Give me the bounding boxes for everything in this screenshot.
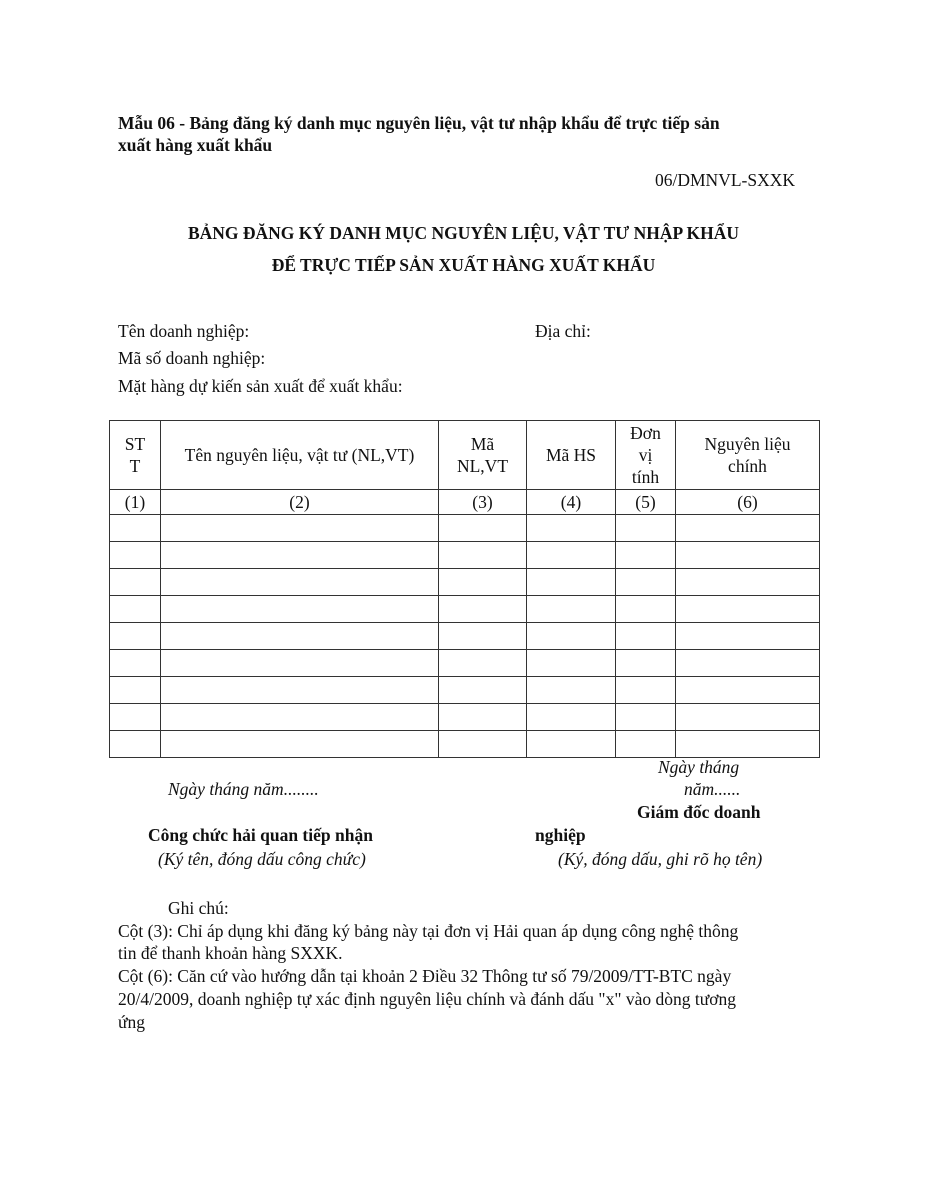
table-cell[interactable] (676, 650, 820, 677)
director-title-line-2: nghiệp (535, 825, 586, 845)
header-unit-line-2: vị (638, 445, 653, 465)
header-stt (110, 421, 161, 490)
table-row (110, 515, 820, 542)
table-body (110, 515, 820, 758)
table-cell[interactable] (110, 623, 161, 650)
header-material-code (439, 421, 527, 490)
column-number-row (110, 490, 820, 515)
table-cell[interactable] (527, 542, 616, 569)
header-hs-code (527, 421, 616, 490)
table-cell[interactable] (616, 515, 676, 542)
table-cell[interactable] (110, 704, 161, 731)
table-cell[interactable] (616, 542, 676, 569)
column-number-5: (5) (616, 490, 676, 515)
header-unit-line-1: Đơn (630, 423, 661, 443)
table-cell[interactable] (616, 569, 676, 596)
header-stt-line-2: T (129, 456, 141, 476)
header-unit (616, 421, 676, 490)
table-cell[interactable] (616, 704, 676, 731)
header-hs-code-text: Mã HS (545, 445, 597, 465)
table-cell[interactable] (527, 650, 616, 677)
form-code: 06/DMNVL-SXXK (655, 170, 795, 190)
header-material-name-text: Tên nguyên liệu, vật tư (NL,VT) (184, 445, 415, 465)
table-cell[interactable] (110, 650, 161, 677)
table-cell[interactable] (439, 623, 527, 650)
column-number-4: (4) (527, 490, 616, 515)
header-unit-line-3: tính (631, 467, 660, 487)
note-col6-line-3: ứng (118, 1012, 145, 1032)
table-cell[interactable] (439, 596, 527, 623)
table-cell[interactable] (161, 650, 439, 677)
table-cell[interactable] (161, 596, 439, 623)
address-label: Địa chỉ: (535, 321, 591, 341)
table-cell[interactable] (161, 731, 439, 758)
table-cell[interactable] (616, 623, 676, 650)
note-col3-line-2: tin để thanh khoản hàng SXXK. (118, 943, 343, 963)
table-cell[interactable] (161, 515, 439, 542)
table-cell[interactable] (527, 596, 616, 623)
customs-officer-note: (Ký tên, đóng dấu công chức) (158, 849, 366, 869)
table-row (110, 596, 820, 623)
table-cell[interactable] (110, 731, 161, 758)
table-cell[interactable] (439, 515, 527, 542)
table-row (110, 569, 820, 596)
table-cell[interactable] (439, 731, 527, 758)
table-row (110, 704, 820, 731)
table-cell[interactable] (676, 515, 820, 542)
table-cell[interactable] (676, 569, 820, 596)
table-cell[interactable] (161, 704, 439, 731)
table-cell[interactable] (676, 542, 820, 569)
table-cell[interactable] (676, 731, 820, 758)
document-title-line-2: ĐỂ TRỰC TIẾP SẢN XUẤT HÀNG XUẤT KHẨU (271, 255, 656, 275)
table-cell[interactable] (161, 542, 439, 569)
company-name-label: Tên doanh nghiệp: (118, 321, 250, 341)
table-cell[interactable] (161, 569, 439, 596)
table-cell[interactable] (110, 677, 161, 704)
table-cell[interactable] (616, 650, 676, 677)
header-stt-line-1: ST (124, 434, 146, 454)
table-cell[interactable] (439, 569, 527, 596)
table-row (110, 677, 820, 704)
note-col6-line-1: Cột (6): Căn cứ vào hướng dẫn tại khoản 2 Điều 32 Thông tư số 79/2009/TT-BTC ngày (118, 966, 732, 986)
table-cell[interactable] (676, 623, 820, 650)
table-cell[interactable] (110, 596, 161, 623)
table-cell[interactable] (439, 677, 527, 704)
table-cell[interactable] (161, 623, 439, 650)
form-heading-line-1: Mẫu 06 - Bảng đăng ký danh mục nguyên liệu, vật tư nhập khẩu để trực tiếp sản (118, 113, 720, 133)
table-cell[interactable] (527, 515, 616, 542)
table-row (110, 650, 820, 677)
right-date-line-1: Ngày tháng (658, 757, 740, 777)
note-col3-line-1: Cột (3): Chỉ áp dụng khi đăng ký bảng này tại đơn vị Hải quan áp dụng công nghệ thông (118, 921, 739, 941)
table-cell[interactable] (676, 596, 820, 623)
table-cell[interactable] (676, 704, 820, 731)
table-cell[interactable] (527, 731, 616, 758)
table-cell[interactable] (527, 677, 616, 704)
table-cell[interactable] (527, 569, 616, 596)
document-title-line-1: BẢNG ĐĂNG KÝ DANH MỤC NGUYÊN LIỆU, VẬT TƯ NHẬP KHẨU (187, 223, 740, 243)
column-number-3: (3) (439, 490, 527, 515)
table-header-row (110, 421, 820, 490)
table-cell[interactable] (527, 704, 616, 731)
column-number-6: (6) (676, 490, 820, 515)
header-main-material (676, 421, 820, 490)
column-number-1: (1) (110, 490, 161, 515)
right-date-line-2: năm...... (684, 779, 741, 799)
table-cell[interactable] (616, 596, 676, 623)
table-row (110, 731, 820, 758)
table-cell[interactable] (439, 650, 527, 677)
header-main-material-line-2: chính (728, 456, 767, 476)
table-cell[interactable] (439, 542, 527, 569)
table-cell[interactable] (439, 704, 527, 731)
table-cell[interactable] (110, 569, 161, 596)
table-cell[interactable] (110, 515, 161, 542)
table-cell[interactable] (161, 677, 439, 704)
header-material-name (161, 421, 439, 490)
table-row (110, 542, 820, 569)
company-code-label: Mã số doanh nghiệp: (118, 348, 266, 368)
header-material-code-line-1: Mã (470, 434, 495, 454)
table-row (110, 623, 820, 650)
table-cell[interactable] (616, 677, 676, 704)
header-main-material-line-1: Nguyên liệu (704, 434, 791, 454)
director-note: (Ký, đóng dấu, ghi rõ họ tên) (558, 849, 763, 869)
notes-label: Ghi chú: (168, 898, 229, 918)
director-title-line-1: Giám đốc doanh (637, 802, 761, 822)
table-cell[interactable] (110, 542, 161, 569)
left-date-line: Ngày tháng năm........ (168, 779, 319, 799)
table-cell[interactable] (616, 731, 676, 758)
column-number-2: (2) (161, 490, 439, 515)
table-cell[interactable] (676, 677, 820, 704)
product-label: Mặt hàng dự kiến sản xuất để xuất khẩu: (118, 376, 403, 396)
customs-officer-title: Công chức hải quan tiếp nhận (148, 825, 373, 845)
note-col6-line-2: 20/4/2009, doanh nghiệp tự xác định nguyên liệu chính và đánh dấu "x" vào dòng tương (118, 989, 736, 1009)
materials-table (109, 420, 820, 758)
header-material-code-line-2: NL,VT (456, 456, 509, 476)
table-cell[interactable] (527, 623, 616, 650)
form-heading-line-2: xuất hàng xuất khẩu (118, 135, 273, 155)
